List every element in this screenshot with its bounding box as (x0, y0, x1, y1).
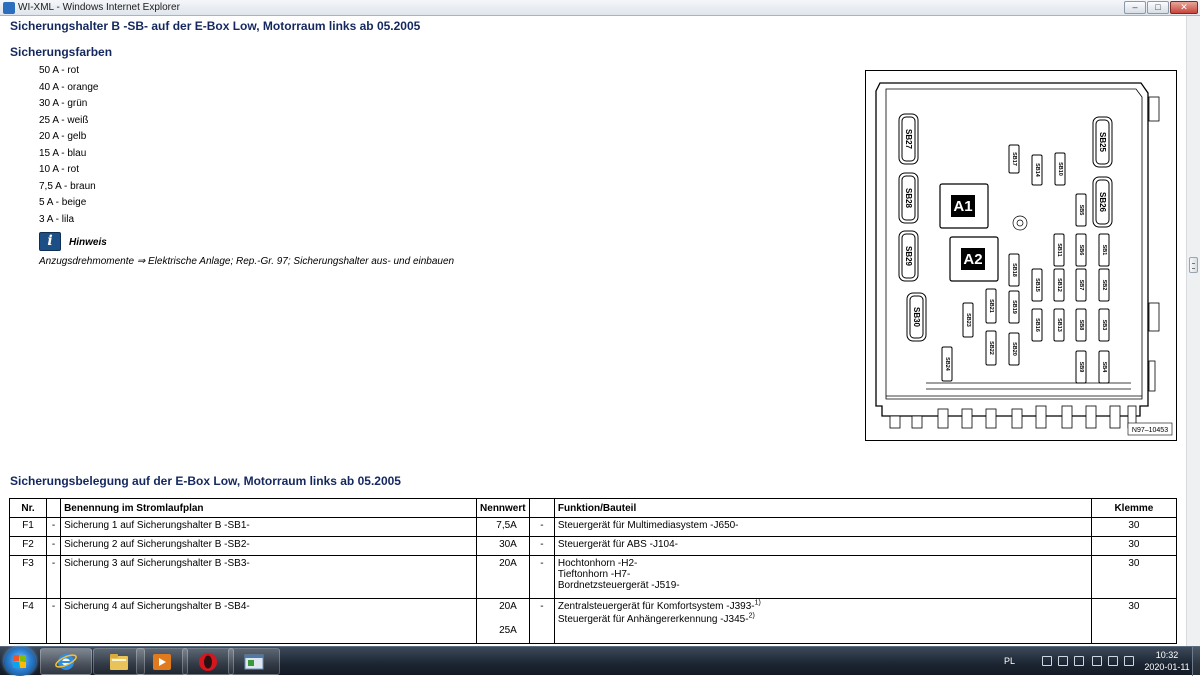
column-header-terminal: Klemme (1091, 499, 1176, 518)
fuse-label-sb13: SB13 (1056, 318, 1062, 332)
fuse-label-sb26: SB26 (1098, 191, 1107, 213)
cell-terminal: 30 (1091, 599, 1176, 644)
diagram-reference-label: N97–10453 (1131, 427, 1169, 434)
function-line (558, 601, 1088, 612)
fuse-assignment-table (9, 498, 1177, 644)
fuse-label-sb27: SB27 (904, 128, 913, 150)
fuse-label-sb14: SB14 (1034, 163, 1040, 177)
fuse-label-sb2: SB2 (1101, 279, 1107, 291)
column-header-nr: Nr. (10, 499, 47, 518)
fuse-label-sb3: SB3 (1101, 319, 1107, 331)
cell-dash: - (529, 518, 554, 537)
fuse-label-sb1: SB1 (1101, 244, 1107, 256)
fuse-label-sb8: SB8 (1078, 319, 1084, 331)
maximize-button[interactable]: □ (1147, 1, 1169, 14)
column-header-spacer (47, 499, 61, 518)
function-line: Tieftonhorn -H7- (557, 569, 631, 580)
fuse-label-sb17: SB17 (1011, 152, 1017, 166)
show-desktop-button[interactable] (1192, 647, 1200, 676)
cell-name: Sicherung 3 auf Sicherungshalter B -SB3- (61, 556, 477, 599)
note-label: Hinweis (69, 237, 107, 248)
fuse-label-sb12: SB12 (1056, 278, 1062, 292)
page-title: Sicherungshalter B -SB- auf der E-Box Low, Motorraum links ab 05.2005 (10, 19, 421, 33)
function-line: Bordnetzsteuergerät -J519- (557, 580, 680, 591)
scrollbar-thumb[interactable] (1189, 257, 1198, 273)
cell-dash: - (47, 537, 61, 556)
function-line (558, 614, 1088, 625)
fuse-label-sb21: SB21 (988, 299, 994, 313)
battery-icon[interactable] (1108, 656, 1118, 666)
window-title-bar (0, 0, 1200, 16)
windows-flag-icon (13, 655, 27, 668)
fuse-color-item: 3 A - lila (39, 213, 75, 225)
cell-value: 30A (476, 537, 529, 556)
internet-explorer-icon (3, 2, 15, 14)
document-content (0, 16, 1186, 646)
fuse-label-sb24: SB24 (944, 357, 950, 371)
value-line: 25A (499, 625, 517, 636)
fuse-label-sb25: SB25 (1098, 131, 1107, 153)
volume-icon[interactable] (1124, 656, 1134, 666)
relay-a2-label: A2 (963, 251, 983, 268)
fuse-label-sb15: SB15 (1034, 278, 1040, 292)
cell-dash: - (529, 537, 554, 556)
table-header-row (10, 499, 1177, 518)
cell-value (476, 599, 529, 644)
fuse-label-sb11: SB11 (1056, 243, 1062, 257)
start-button[interactable] (4, 647, 36, 676)
fuse-label-sb18: SB18 (1011, 263, 1017, 277)
close-button[interactable]: ✕ (1170, 1, 1198, 14)
taskbar-internet-explorer[interactable] (40, 648, 92, 675)
fuse-label-sb7: SB7 (1078, 279, 1084, 291)
table-row (10, 518, 1177, 537)
tray-flag-icon[interactable] (1074, 656, 1084, 666)
application-window-icon (243, 652, 265, 672)
fuse-assignment-heading: Sicherungsbelegung auf der E-Box Low, Motorraum links ab 05.2005 (10, 474, 401, 488)
cell-nr: F1 (10, 518, 47, 537)
tray-app-icon[interactable] (1058, 656, 1068, 666)
cell-dash: - (529, 599, 554, 644)
window-title: WI-XML - Windows Internet Explorer (18, 2, 180, 13)
footnote-marker[interactable]: 2) (748, 612, 755, 620)
function-text: Steuergerät für Anhängererkennung -J345- (557, 614, 749, 625)
fuse-color-item: 10 A - rot (39, 164, 80, 175)
media-player-icon (151, 652, 173, 672)
fuse-label-sb19: SB19 (1011, 300, 1017, 314)
cell-value: 20A (476, 556, 529, 599)
fuse-color-item: 15 A - blau (39, 147, 87, 159)
internet-explorer-icon (55, 652, 77, 672)
cell-function (554, 556, 1091, 599)
cell-nr: F3 (10, 556, 47, 599)
cell-function (554, 599, 1091, 644)
fuse-colors-heading: Sicherungsfarben (10, 45, 113, 59)
info-icon: i (39, 232, 61, 251)
cell-terminal: 30 (1091, 518, 1176, 537)
cell-function: Steuergerät für ABS -J104- (554, 537, 1091, 556)
cell-dash: - (47, 518, 61, 537)
fuse-label-sb9: SB9 (1078, 361, 1084, 373)
clock-time[interactable]: 10:32 (1155, 650, 1179, 660)
fuse-color-item: 40 A - orange (39, 81, 99, 93)
taskbar (0, 646, 1200, 675)
fuse-color-item: 7,5 A - braun (39, 180, 96, 192)
cell-function: Steuergerät für Multimediasystem -J650- (554, 518, 1091, 537)
function-line: Hochtonhorn -H2- (557, 558, 638, 569)
column-header-value: Nennwert (476, 499, 529, 518)
network-icon[interactable] (1092, 656, 1102, 666)
fuse-label-sb28: SB28 (904, 187, 913, 209)
minimize-button[interactable]: – (1124, 1, 1146, 14)
system-tray (1000, 647, 1200, 676)
table-row (10, 537, 1177, 556)
folder-icon (108, 652, 130, 672)
cell-value: 7,5A (476, 518, 529, 537)
cell-dash: - (529, 556, 554, 599)
fuse-label-sb23: SB23 (965, 313, 971, 327)
opera-icon (197, 652, 219, 672)
clock-date[interactable]: 2020-01-11 (1144, 662, 1190, 672)
cell-terminal: 30 (1091, 537, 1176, 556)
fuse-label-sb5: SB5 (1078, 204, 1084, 216)
fuse-label-sb10: SB10 (1057, 162, 1063, 176)
relay-a1-label: A1 (953, 198, 973, 215)
fuse-label-sb4: SB4 (1101, 361, 1107, 373)
fuse-color-item: 50 A - rot (39, 65, 80, 76)
fuse-color-item: 25 A - weiß (39, 114, 89, 126)
fuse-label-sb20: SB20 (1011, 342, 1017, 356)
column-header-function: Funktion/Bauteil (554, 499, 1091, 518)
cell-nr: F4 (10, 599, 47, 644)
fuse-holder-diagram (865, 70, 1177, 441)
cell-name: Sicherung 2 auf Sicherungshalter B -SB2- (61, 537, 477, 556)
column-header-name: Benennung im Stromlaufplan (61, 499, 477, 518)
fuse-label-sb30: SB30 (912, 306, 921, 328)
cell-terminal: 30 (1091, 556, 1176, 599)
language-indicator[interactable]: PL (1004, 656, 1016, 666)
cell-name: Sicherung 4 auf Sicherungshalter B -SB4- (61, 599, 477, 644)
note-text[interactable]: Anzugsdrehmomente ⇒ Elektrische Anlage; Rep.-Gr. 97; Sicherungshalter aus- und einbauen (39, 256, 455, 267)
cell-dash: - (47, 599, 61, 644)
column-header-spacer (529, 499, 554, 518)
footnote-marker[interactable]: 1) (754, 599, 761, 607)
table-row (10, 599, 1177, 644)
value-line: 20A (499, 601, 517, 612)
cell-nr: F2 (10, 537, 47, 556)
fuse-label-sb29: SB29 (904, 245, 913, 267)
vertical-scrollbar[interactable] (1186, 16, 1200, 646)
cell-name: Sicherung 1 auf Sicherungshalter B -SB1- (61, 518, 477, 537)
function-text: Zentralsteuergerät für Komfortsystem -J393- (557, 601, 755, 612)
tray-chevron-icon[interactable] (1042, 656, 1052, 666)
fuse-label-sb6: SB6 (1078, 244, 1084, 256)
cell-dash: - (47, 556, 61, 599)
taskbar-app-window[interactable] (228, 648, 280, 675)
fuse-color-list (39, 64, 99, 229)
table-row (10, 556, 1177, 599)
fuse-label-sb22: SB22 (988, 341, 994, 355)
fuse-color-item: 5 A - beige (39, 197, 87, 208)
fuse-color-item: 20 A - gelb (39, 131, 87, 142)
fuse-color-item: 30 A - grün (39, 98, 88, 109)
fuse-label-sb16: SB16 (1034, 318, 1040, 332)
taskbar-opera[interactable] (182, 648, 234, 675)
taskbar-media-player[interactable] (136, 648, 188, 675)
